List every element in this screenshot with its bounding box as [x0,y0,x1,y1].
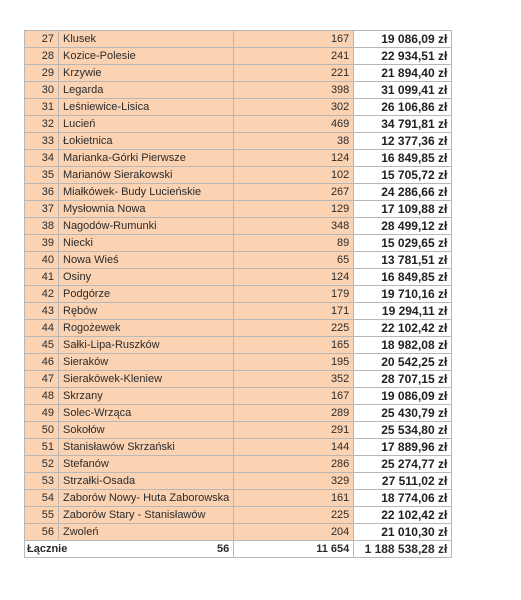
row-count: 241 [234,48,354,65]
row-count: 221 [234,65,354,82]
row-number: 28 [25,48,59,65]
table-row [25,133,452,150]
row-amount: 25 430,79 zł [354,405,452,422]
row-amount: 22 102,42 zł [354,507,452,524]
village-name: Sokołów [59,422,234,439]
row-amount: 28 707,15 zł [354,371,452,388]
row-number: 38 [25,218,59,235]
row-count: 165 [234,337,354,354]
row-number: 52 [25,456,59,473]
row-number: 47 [25,371,59,388]
row-amount: 15 029,65 zł [354,235,452,252]
table-row [25,490,452,507]
table-row [25,524,452,541]
table-row [25,150,452,167]
row-count: 348 [234,218,354,235]
village-name: Skrzany [59,388,234,405]
row-number: 39 [25,235,59,252]
village-name: Strzałki-Osada [59,473,234,490]
row-number: 54 [25,490,59,507]
row-count: 286 [234,456,354,473]
row-amount: 12 377,36 zł [354,133,452,150]
table-row [25,303,452,320]
village-name: Rogożewek [59,320,234,337]
row-number: 41 [25,269,59,286]
row-number: 43 [25,303,59,320]
table-row [25,473,452,490]
row-count: 204 [234,524,354,541]
village-name: Kozice-Polesie [59,48,234,65]
village-name: Osiny [59,269,234,286]
row-amount: 20 542,25 zł [354,354,452,371]
row-number: 35 [25,167,59,184]
table-row [25,65,452,82]
row-count: 469 [234,116,354,133]
row-count: 171 [234,303,354,320]
row-number: 48 [25,388,59,405]
table-row [25,422,452,439]
table-row [25,320,452,337]
row-count: 225 [234,320,354,337]
total-villages: 56 [217,543,230,555]
village-name: Sierakówek-Kleniew [59,371,234,388]
row-number: 33 [25,133,59,150]
table-row [25,371,452,388]
row-amount: 34 791,81 zł [354,116,452,133]
village-name: Łokietnica [59,133,234,150]
row-amount: 19 086,09 zł [354,388,452,405]
village-name: Nagodów-Rumunki [59,218,234,235]
table-row [25,252,452,269]
row-count: 302 [234,99,354,116]
row-count: 267 [234,184,354,201]
village-name: Stefanów [59,456,234,473]
table-row [25,116,452,133]
table-row [25,82,452,99]
table-row [25,337,452,354]
row-number: 34 [25,150,59,167]
table-row [25,218,452,235]
row-amount: 16 849,85 zł [354,269,452,286]
row-count: 167 [234,31,354,48]
village-name: Klusek [59,31,234,48]
row-amount: 19 710,16 zł [354,286,452,303]
row-count: 38 [234,133,354,150]
row-count: 161 [234,490,354,507]
table-row [25,286,452,303]
row-amount: 19 086,09 zł [354,31,452,48]
row-count: 291 [234,422,354,439]
row-number: 29 [25,65,59,82]
table-row [25,405,452,422]
total-amount: 1 188 538,28 zł [354,541,452,558]
row-number: 46 [25,354,59,371]
total-count: 11 654 [234,541,354,558]
row-number: 27 [25,31,59,48]
table-row [25,456,452,473]
table-row [25,235,452,252]
row-amount: 18 982,08 zł [354,337,452,354]
village-name: Podgórze [59,286,234,303]
row-count: 398 [234,82,354,99]
village-name: Zaborów Nowy- Huta Zaborowska [59,490,234,507]
row-number: 37 [25,201,59,218]
row-amount: 21 010,30 zł [354,524,452,541]
row-number: 51 [25,439,59,456]
table-row [25,167,452,184]
row-amount: 28 499,12 zł [354,218,452,235]
table-row [25,388,452,405]
row-amount: 21 894,40 zł [354,65,452,82]
row-number: 56 [25,524,59,541]
village-name: Sałki-Lipa-Ruszków [59,337,234,354]
row-number: 42 [25,286,59,303]
row-number: 44 [25,320,59,337]
row-count: 352 [234,371,354,388]
table-row [25,31,452,48]
table-row [25,48,452,65]
village-name: Marianka-Górki Pierwsze [59,150,234,167]
row-number: 50 [25,422,59,439]
total-label-cell [25,541,234,558]
table-row [25,99,452,116]
village-name: Solec-Wrząca [59,405,234,422]
village-name: Krzywie [59,65,234,82]
row-count: 102 [234,167,354,184]
table-row [25,269,452,286]
table-row [25,439,452,456]
table-row [25,507,452,524]
row-number: 45 [25,337,59,354]
row-number: 55 [25,507,59,524]
village-name: Lucień [59,116,234,133]
villages-table [24,30,452,558]
row-amount: 31 099,41 zł [354,82,452,99]
village-name: Marianów Sierakowski [59,167,234,184]
row-amount: 22 102,42 zł [354,320,452,337]
village-name: Nowa Wieś [59,252,234,269]
row-number: 49 [25,405,59,422]
table-row [25,201,452,218]
village-name: Leśniewice-Lisica [59,99,234,116]
village-name: Zwoleń [59,524,234,541]
row-number: 36 [25,184,59,201]
table-body [25,31,452,541]
row-amount: 18 774,06 zł [354,490,452,507]
row-count: 167 [234,388,354,405]
row-amount: 25 274,77 zł [354,456,452,473]
village-name: Sieraków [59,354,234,371]
row-amount: 24 286,66 zł [354,184,452,201]
row-count: 89 [234,235,354,252]
total-label: Łącznie [27,543,68,555]
village-name: Stanisławów Skrzański [59,439,234,456]
village-name: Rębów [59,303,234,320]
row-amount: 13 781,51 zł [354,252,452,269]
row-amount: 25 534,80 zł [354,422,452,439]
row-count: 129 [234,201,354,218]
row-amount: 22 934,51 zł [354,48,452,65]
row-amount: 26 106,86 zł [354,99,452,116]
row-number: 53 [25,473,59,490]
village-name: Miałkówek- Budy Lucieńskie [59,184,234,201]
row-count: 179 [234,286,354,303]
row-amount: 17 109,88 zł [354,201,452,218]
row-count: 195 [234,354,354,371]
row-amount: 17 889,96 zł [354,439,452,456]
row-count: 124 [234,150,354,167]
row-number: 30 [25,82,59,99]
table-row [25,354,452,371]
village-name: Legarda [59,82,234,99]
row-count: 124 [234,269,354,286]
row-amount: 16 849,85 zł [354,150,452,167]
village-name: Zaborów Stary - Stanisławów [59,507,234,524]
table-row [25,184,452,201]
total-row [25,541,452,558]
village-name: Niecki [59,235,234,252]
row-count: 329 [234,473,354,490]
village-name: Mysłownia Nowa [59,201,234,218]
row-count: 289 [234,405,354,422]
row-number: 40 [25,252,59,269]
row-number: 31 [25,99,59,116]
row-count: 225 [234,507,354,524]
row-amount: 19 294,11 zł [354,303,452,320]
row-count: 65 [234,252,354,269]
row-amount: 15 705,72 zł [354,167,452,184]
row-number: 32 [25,116,59,133]
row-amount: 27 511,02 zł [354,473,452,490]
row-count: 144 [234,439,354,456]
